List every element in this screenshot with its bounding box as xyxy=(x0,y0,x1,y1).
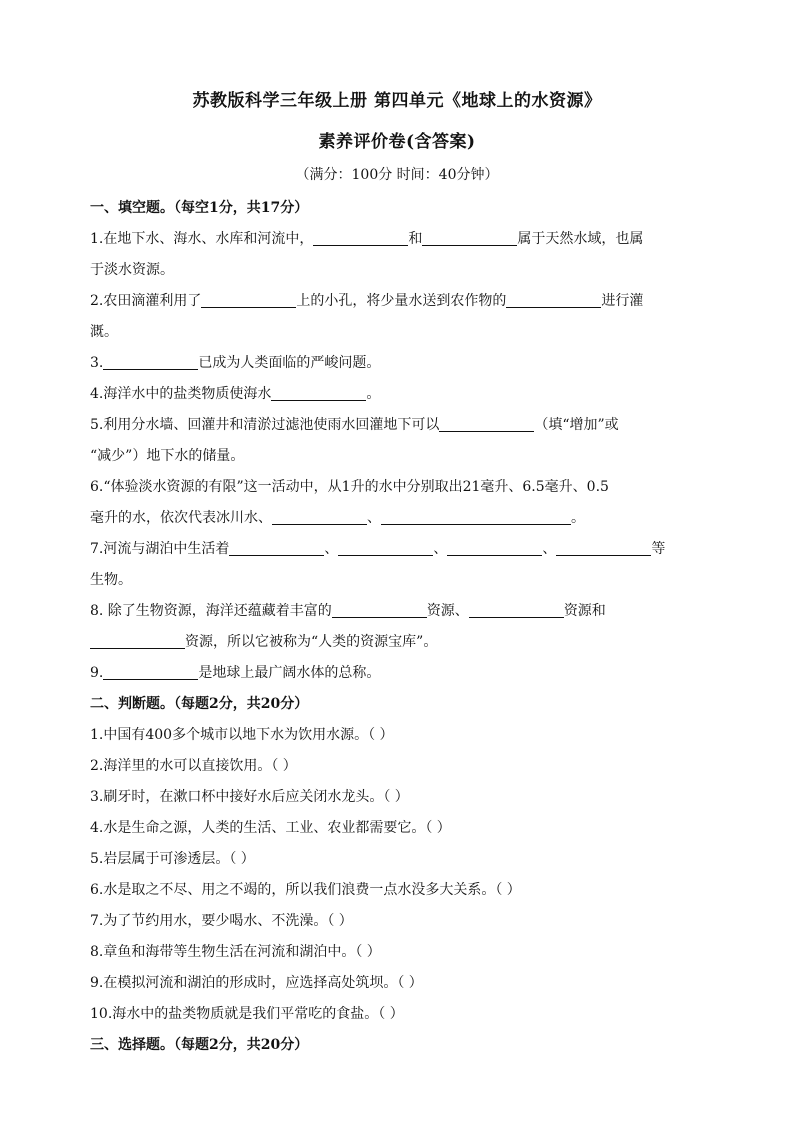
judge-item: 5.岩层属于可渗透层。（ ） xyxy=(90,851,255,867)
answer-blank[interactable] xyxy=(422,229,517,246)
judge-item: 1.中国有400多个城市以地下水为饮用水源。（ ） xyxy=(90,727,394,743)
question-8-cont: 资源，所以它被称为“人类的资源宝库”。 xyxy=(90,627,708,658)
judge-item: 2.海洋里的水可以直接饮用。（ ） xyxy=(90,758,297,774)
answer-blank[interactable] xyxy=(556,539,651,556)
judge-item: 6.水是取之不尽、用之不竭的，所以我们浪费一点水没多大关系。（ ） xyxy=(90,882,521,898)
section-2-heading: 二、判断题。（每题2分，共20分） xyxy=(90,696,309,712)
question-3: 3. 已成为人类面临的严峻问题。 xyxy=(90,355,381,371)
section-1-heading: 一、填空题。（每空1分，共17分） xyxy=(90,200,309,216)
answer-blank[interactable] xyxy=(201,291,296,308)
answer-blank[interactable] xyxy=(271,384,366,401)
answer-blank[interactable] xyxy=(338,539,433,556)
answer-blank[interactable] xyxy=(229,539,324,556)
answer-blank[interactable] xyxy=(103,353,198,370)
judge-item: 3.刷牙时，在漱口杯中接好水后应关闭水龙头。（ ） xyxy=(90,789,409,805)
question-2: 2.农田滴灌利用了 上的小孔，将少量水送到农作物的 进行灌 xyxy=(90,293,644,309)
answer-blank[interactable] xyxy=(103,663,198,680)
question-8: 8. 除了生物资源，海洋还蕴藏着丰富的 资源、 资源和 xyxy=(90,603,606,619)
answer-blank[interactable] xyxy=(313,229,408,246)
question-2-cont: 溉。 xyxy=(90,324,118,340)
answer-blank[interactable] xyxy=(90,632,185,649)
exam-meta: （满分：100分 时间：40分钟） xyxy=(295,167,499,183)
question-1-cont: 于淡水资源。 xyxy=(90,262,174,278)
question-9: 9. 是地球上最广阔水体的总称。 xyxy=(90,665,381,681)
exam-subtitle: 素养评价卷(含答案) xyxy=(318,132,476,152)
judge-item: 7.为了节约用水，要少喝水、不洗澡。（ ） xyxy=(90,913,353,929)
judge-item: 4.水是生命之源，人类的生活、工业、农业都需要它。（ ） xyxy=(90,820,451,836)
question-4: 4.海洋水中的盐类物质使海水 。 xyxy=(90,386,381,402)
answer-blank[interactable] xyxy=(272,508,367,525)
judge-item: 10.海水中的盐类物质就是我们平常吃的食盐。（ ） xyxy=(90,1006,404,1022)
answer-blank[interactable] xyxy=(439,415,534,432)
exam-content xyxy=(90,193,708,1061)
answer-blank[interactable] xyxy=(506,291,601,308)
question-5-cont: “减少”）地下水的储量。 xyxy=(90,448,245,464)
answer-blank[interactable] xyxy=(381,508,571,525)
section-3-heading: 三、选择题。（每题2分，共20分） xyxy=(90,1037,309,1053)
question-7: 7.河流与湖泊中生活着 、 、 、 等 xyxy=(90,541,666,557)
question-7-cont: 生物。 xyxy=(90,572,132,588)
question-6-cont: 毫升的水，依次代表冰川水、 、 。 xyxy=(90,510,585,526)
question-1: 1.在地下水、海水、水库和河流中， 和 属于天然水域，也属 xyxy=(90,231,644,247)
judge-item: 9.在模拟河流和湖泊的形成时，应选择高处筑坝。（ ） xyxy=(90,975,423,991)
question-6: 6.“体验淡水资源的有限”这一活动中，从1升的水中分别取出21毫升、6.5毫升、0.5 xyxy=(90,479,609,495)
exam-title: 苏教版科学三年级上册 第四单元《地球上的水资源》 xyxy=(192,91,602,111)
answer-blank[interactable] xyxy=(469,601,564,618)
answer-blank[interactable] xyxy=(332,601,427,618)
answer-blank[interactable] xyxy=(447,539,542,556)
question-5: 5.利用分水墙、回灌井和清淤过滤池使雨水回灌地下可以 （填“增加”或 xyxy=(90,417,619,433)
judge-item: 8.章鱼和海带等生物生活在河流和湖泊中。（ ） xyxy=(90,944,381,960)
